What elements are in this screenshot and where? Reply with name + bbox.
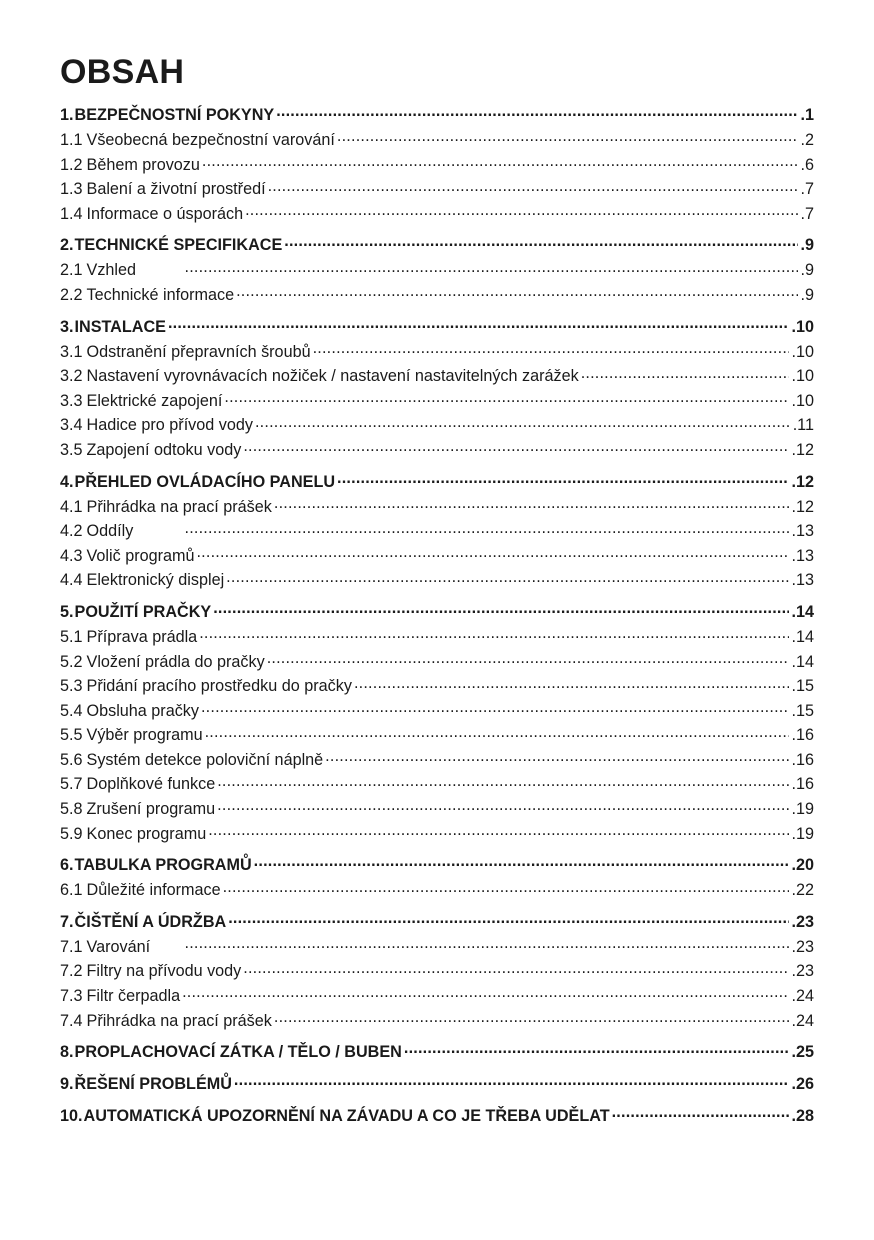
toc-entry-page: .15 xyxy=(791,677,814,696)
toc-entry-number: 6.1 xyxy=(60,881,83,900)
toc-entry-number: 9. xyxy=(60,1075,74,1094)
toc-entry-label: Doplňkové funkce xyxy=(86,775,216,794)
toc-entry-page: .16 xyxy=(791,726,814,745)
page-title: OBSAH xyxy=(60,53,185,91)
toc-entry-number: 3.1 xyxy=(60,342,83,361)
toc-entry-page: .9 xyxy=(800,236,814,255)
dot-leader xyxy=(199,626,789,642)
dot-leader xyxy=(185,259,799,275)
dot-leader xyxy=(254,854,790,870)
toc-entry-label: Volič programů xyxy=(86,546,195,565)
toc-entry-label: Vložení prádla do pračky xyxy=(86,652,265,671)
toc-entry-number: 5. xyxy=(60,602,74,621)
toc-entry-page: .20 xyxy=(791,856,814,875)
toc-entry-label: TABULKA PROGRAMŮ xyxy=(74,856,252,875)
toc-entry-page: .15 xyxy=(791,701,814,720)
dot-leader xyxy=(228,911,789,927)
toc-entry-page: .7 xyxy=(800,204,814,223)
dot-leader xyxy=(243,439,789,455)
toc-item-row[interactable] xyxy=(60,389,814,414)
toc-entry-label: Filtry na přívodu vody xyxy=(86,962,242,981)
toc-entry-number: 5.4 xyxy=(60,701,83,720)
dot-leader xyxy=(245,203,798,219)
toc-entry-number: 2.2 xyxy=(60,285,83,304)
toc-entry-label: Všeobecná bezpečnostní varování xyxy=(86,131,335,149)
toc-entry-page: .13 xyxy=(791,571,814,590)
toc-entry-label: Důležité informace xyxy=(86,881,221,900)
dot-leader xyxy=(196,545,789,561)
toc-section-row[interactable] xyxy=(60,102,814,128)
toc-entry-page: .10 xyxy=(791,342,814,361)
toc-entry-label: Balení a životní prostředí xyxy=(86,180,266,199)
dot-leader xyxy=(581,365,790,381)
toc-entry-page: .10 xyxy=(791,391,814,410)
toc-entry-number: 5.8 xyxy=(60,800,83,819)
toc-item-row[interactable] xyxy=(60,878,814,903)
dot-leader xyxy=(243,960,789,976)
dot-leader xyxy=(217,773,789,789)
toc-entry-page: .22 xyxy=(791,881,814,900)
dot-leader xyxy=(182,985,789,1001)
toc-entry-label: Vzhled xyxy=(86,261,137,280)
toc-entry-label: Obsluha pračky xyxy=(86,701,199,720)
toc-entry-number: 7.2 xyxy=(60,962,83,981)
dot-leader xyxy=(236,284,798,300)
toc-entry-page: .24 xyxy=(791,987,814,1006)
toc-item-row[interactable] xyxy=(60,959,814,984)
toc-section-row[interactable] xyxy=(60,599,814,625)
toc-entry-number: 8. xyxy=(60,1043,74,1062)
toc-item-row[interactable] xyxy=(60,935,814,960)
toc-entry-page: .12 xyxy=(791,472,814,491)
toc-entry-page: .26 xyxy=(791,1075,814,1094)
toc-entry-number: 6. xyxy=(60,856,74,875)
toc-entry-page: .6 xyxy=(800,155,814,174)
toc-entry-number: 4.2 xyxy=(60,522,83,541)
toc-entry-number: 10. xyxy=(60,1107,83,1126)
toc-entry-label: POUŽITÍ PRAČKY xyxy=(74,602,212,621)
toc-item-row[interactable] xyxy=(60,413,814,438)
toc-item-row[interactable] xyxy=(60,519,814,544)
toc-entry-number: 1.1 xyxy=(60,131,83,149)
toc-entry-label: Filtr čerpadla xyxy=(86,987,181,1006)
toc-section-row[interactable] xyxy=(60,232,814,258)
dot-leader xyxy=(274,1009,790,1025)
toc-entry-number: 5.1 xyxy=(60,627,83,646)
toc-item-row[interactable] xyxy=(60,748,814,773)
toc-entry-label: Během provozu xyxy=(86,155,200,174)
toc-entry-label: Oddíly xyxy=(86,522,134,541)
toc-entry-page: .1 xyxy=(800,106,814,124)
toc-entry-label: PROPLACHOVACÍ ZÁTKA / TĚLO / BUBEN xyxy=(74,1043,402,1062)
toc-item-row[interactable] xyxy=(60,153,814,178)
toc-entry-label: BEZPEČNOSTNÍ POKYNY xyxy=(74,106,275,124)
toc-entry-number: 3.5 xyxy=(60,440,83,459)
toc-section-row[interactable] xyxy=(60,1103,814,1129)
dot-leader xyxy=(354,675,790,691)
toc-item-row[interactable] xyxy=(60,797,814,822)
dot-leader xyxy=(313,340,790,356)
toc-entry-page: .12 xyxy=(791,440,814,459)
toc-entry-label: Systém detekce poloviční náplně xyxy=(86,750,324,769)
toc-section-row[interactable] xyxy=(60,314,814,340)
toc-entry-label: Elektronický displej xyxy=(86,571,225,590)
toc-item-row[interactable] xyxy=(60,822,814,847)
toc-entry-page: .11 xyxy=(792,416,814,435)
toc-item-row[interactable] xyxy=(60,495,814,520)
toc-entry-page: .24 xyxy=(791,1011,814,1030)
dot-leader xyxy=(224,390,789,406)
toc-entry-number: 1. xyxy=(60,106,74,124)
toc-entry-number: 5.5 xyxy=(60,726,83,745)
toc-entry-label: Zrušení programu xyxy=(86,800,216,819)
dot-leader xyxy=(205,724,790,740)
toc-entry-number: 4.3 xyxy=(60,546,83,565)
toc-entry-page: .14 xyxy=(791,652,814,671)
toc-item-row[interactable] xyxy=(60,1009,814,1034)
toc-entry-number: 4.4 xyxy=(60,571,83,590)
dot-leader xyxy=(404,1041,790,1057)
toc-entry-number: 1.3 xyxy=(60,180,83,199)
dot-leader xyxy=(202,153,799,169)
toc-entry-page: .14 xyxy=(791,602,814,621)
toc-item-row[interactable] xyxy=(60,625,814,650)
toc-item-row[interactable] xyxy=(60,984,814,1009)
toc-entry-number: 5.6 xyxy=(60,750,83,769)
toc-entry-number: 5.9 xyxy=(60,824,83,843)
toc-entry-number: 7.3 xyxy=(60,987,83,1006)
toc-item-row[interactable] xyxy=(60,283,814,308)
toc-entry-label: Informace o úsporách xyxy=(86,204,244,223)
toc-entry-page: .23 xyxy=(791,912,814,931)
toc-entry-page: .14 xyxy=(791,627,814,646)
toc-entry-label: ŘEŠENÍ PROBLÉMŮ xyxy=(74,1075,232,1094)
dot-leader xyxy=(337,129,799,145)
toc-entry-number: 4. xyxy=(60,472,74,491)
toc-entry-page: .10 xyxy=(791,317,814,336)
dot-leader xyxy=(337,470,789,486)
dot-leader xyxy=(185,520,790,536)
toc-entry-label: Technické informace xyxy=(86,285,235,304)
toc-item-row[interactable] xyxy=(60,772,814,797)
toc-entry-number: 4.1 xyxy=(60,497,83,516)
toc-entry-number: 7.1 xyxy=(60,937,83,956)
toc-section-row[interactable] xyxy=(60,1039,814,1065)
toc-entry-number: 3.2 xyxy=(60,367,83,386)
dot-leader xyxy=(325,749,789,765)
toc-section-row[interactable] xyxy=(60,909,814,935)
toc-item-row[interactable] xyxy=(60,340,814,365)
toc-entry-page: .16 xyxy=(791,750,814,769)
toc-entry-label: Zapojení odtoku vody xyxy=(86,440,242,459)
toc-item-row[interactable] xyxy=(60,699,814,724)
toc-entry-number: 7. xyxy=(60,912,74,931)
toc-entry-label: Přihrádka na prací prášek xyxy=(86,497,272,516)
toc-section-row[interactable] xyxy=(60,1071,814,1097)
toc-entry-page: .23 xyxy=(791,962,814,981)
toc-entry-page: .7 xyxy=(800,180,814,199)
toc-entry-label: ČIŠTĚNÍ A ÚDRŽBA xyxy=(74,912,227,931)
toc-item-row[interactable] xyxy=(60,544,814,569)
toc-entry-label: Elektrické zapojení xyxy=(86,391,223,410)
dot-leader xyxy=(267,650,790,666)
toc-entry-label: Konec programu xyxy=(86,824,207,843)
toc-item-row[interactable] xyxy=(60,177,814,202)
toc-entry-label: Přihrádka na prací prášek xyxy=(86,1011,272,1030)
dot-leader xyxy=(284,234,798,250)
toc-entry-page: .19 xyxy=(791,824,814,843)
dot-leader xyxy=(276,104,798,120)
toc-entry-page: .9 xyxy=(800,285,814,304)
toc-section-row[interactable] xyxy=(60,852,814,878)
toc-entry-number: 7.4 xyxy=(60,1011,83,1030)
toc-entry-page: .25 xyxy=(791,1043,814,1062)
toc-page xyxy=(60,52,814,1129)
dot-leader xyxy=(226,569,789,585)
toc-item-row[interactable] xyxy=(60,568,814,593)
toc-entry-label: TECHNICKÉ SPECIFIKACE xyxy=(74,236,283,255)
toc-entry-number: 5.3 xyxy=(60,677,83,696)
toc-entry-number: 5.7 xyxy=(60,775,83,794)
toc-entry-number: 5.2 xyxy=(60,652,83,671)
dot-leader xyxy=(255,414,791,430)
toc-item-row[interactable] xyxy=(60,723,814,748)
dot-leader xyxy=(213,601,789,617)
toc-item-row[interactable] xyxy=(60,128,814,153)
toc-entry-page: .9 xyxy=(800,261,814,280)
toc-entry-number: 3.3 xyxy=(60,391,83,410)
toc-entry-label: Výběr programu xyxy=(86,726,203,745)
toc-entry-number: 2.1 xyxy=(60,261,83,280)
toc-entry-label: Odstranění přepravních šroubů xyxy=(86,342,311,361)
toc-entry-page: .10 xyxy=(791,367,814,386)
toc-entry-label: Nastavení vyrovnávacích nožiček / nastavení nastavitelných zarážek xyxy=(86,367,579,386)
toc-entry-page: .13 xyxy=(791,522,814,541)
toc-entry-label: Varování xyxy=(86,937,151,956)
toc-item-row[interactable] xyxy=(60,674,814,699)
table-of-contents xyxy=(60,102,814,1129)
toc-entry-page: .2 xyxy=(800,131,814,149)
toc-entry-page: .28 xyxy=(791,1107,814,1126)
dot-leader xyxy=(274,495,790,511)
dot-leader xyxy=(234,1073,790,1089)
toc-section-row[interactable] xyxy=(60,469,814,495)
toc-entry-label: AUTOMATICKÁ UPOZORNĚNÍ NA ZÁVADU A CO JE TŘEBA UDĚLAT xyxy=(83,1107,610,1126)
toc-entry-page: .12 xyxy=(791,497,814,516)
toc-entry-label: PŘEHLED OVLÁDACÍHO PANELU xyxy=(74,472,336,491)
toc-item-row[interactable] xyxy=(60,258,814,283)
toc-item-row[interactable] xyxy=(60,364,814,389)
toc-entry-label: Příprava prádla xyxy=(86,627,198,646)
toc-item-row[interactable] xyxy=(60,438,814,463)
toc-entry-number: 2. xyxy=(60,236,74,255)
toc-item-row[interactable] xyxy=(60,650,814,675)
toc-entry-page: .16 xyxy=(791,775,814,794)
toc-entry-label: Přidání pracího prostředku do pračky xyxy=(86,677,352,696)
dot-leader xyxy=(268,178,799,194)
dot-leader xyxy=(201,700,790,716)
toc-entry-page: .13 xyxy=(791,546,814,565)
dot-leader xyxy=(168,315,790,331)
dot-leader xyxy=(612,1105,790,1121)
toc-entry-number: 1.4 xyxy=(60,204,83,223)
dot-leader xyxy=(208,822,789,838)
toc-entry-number: 3.4 xyxy=(60,416,83,435)
toc-entry-page: .19 xyxy=(791,800,814,819)
dot-leader xyxy=(185,936,790,952)
dot-leader xyxy=(217,798,789,814)
toc-entry-label: INSTALACE xyxy=(74,317,166,336)
toc-entry-number: 3. xyxy=(60,317,74,336)
dot-leader xyxy=(223,879,790,895)
toc-entry-page: .23 xyxy=(791,937,814,956)
toc-entry-number: 1.2 xyxy=(60,155,83,174)
toc-entry-label: Hadice pro přívod vody xyxy=(86,416,253,435)
toc-item-row[interactable] xyxy=(60,202,814,227)
